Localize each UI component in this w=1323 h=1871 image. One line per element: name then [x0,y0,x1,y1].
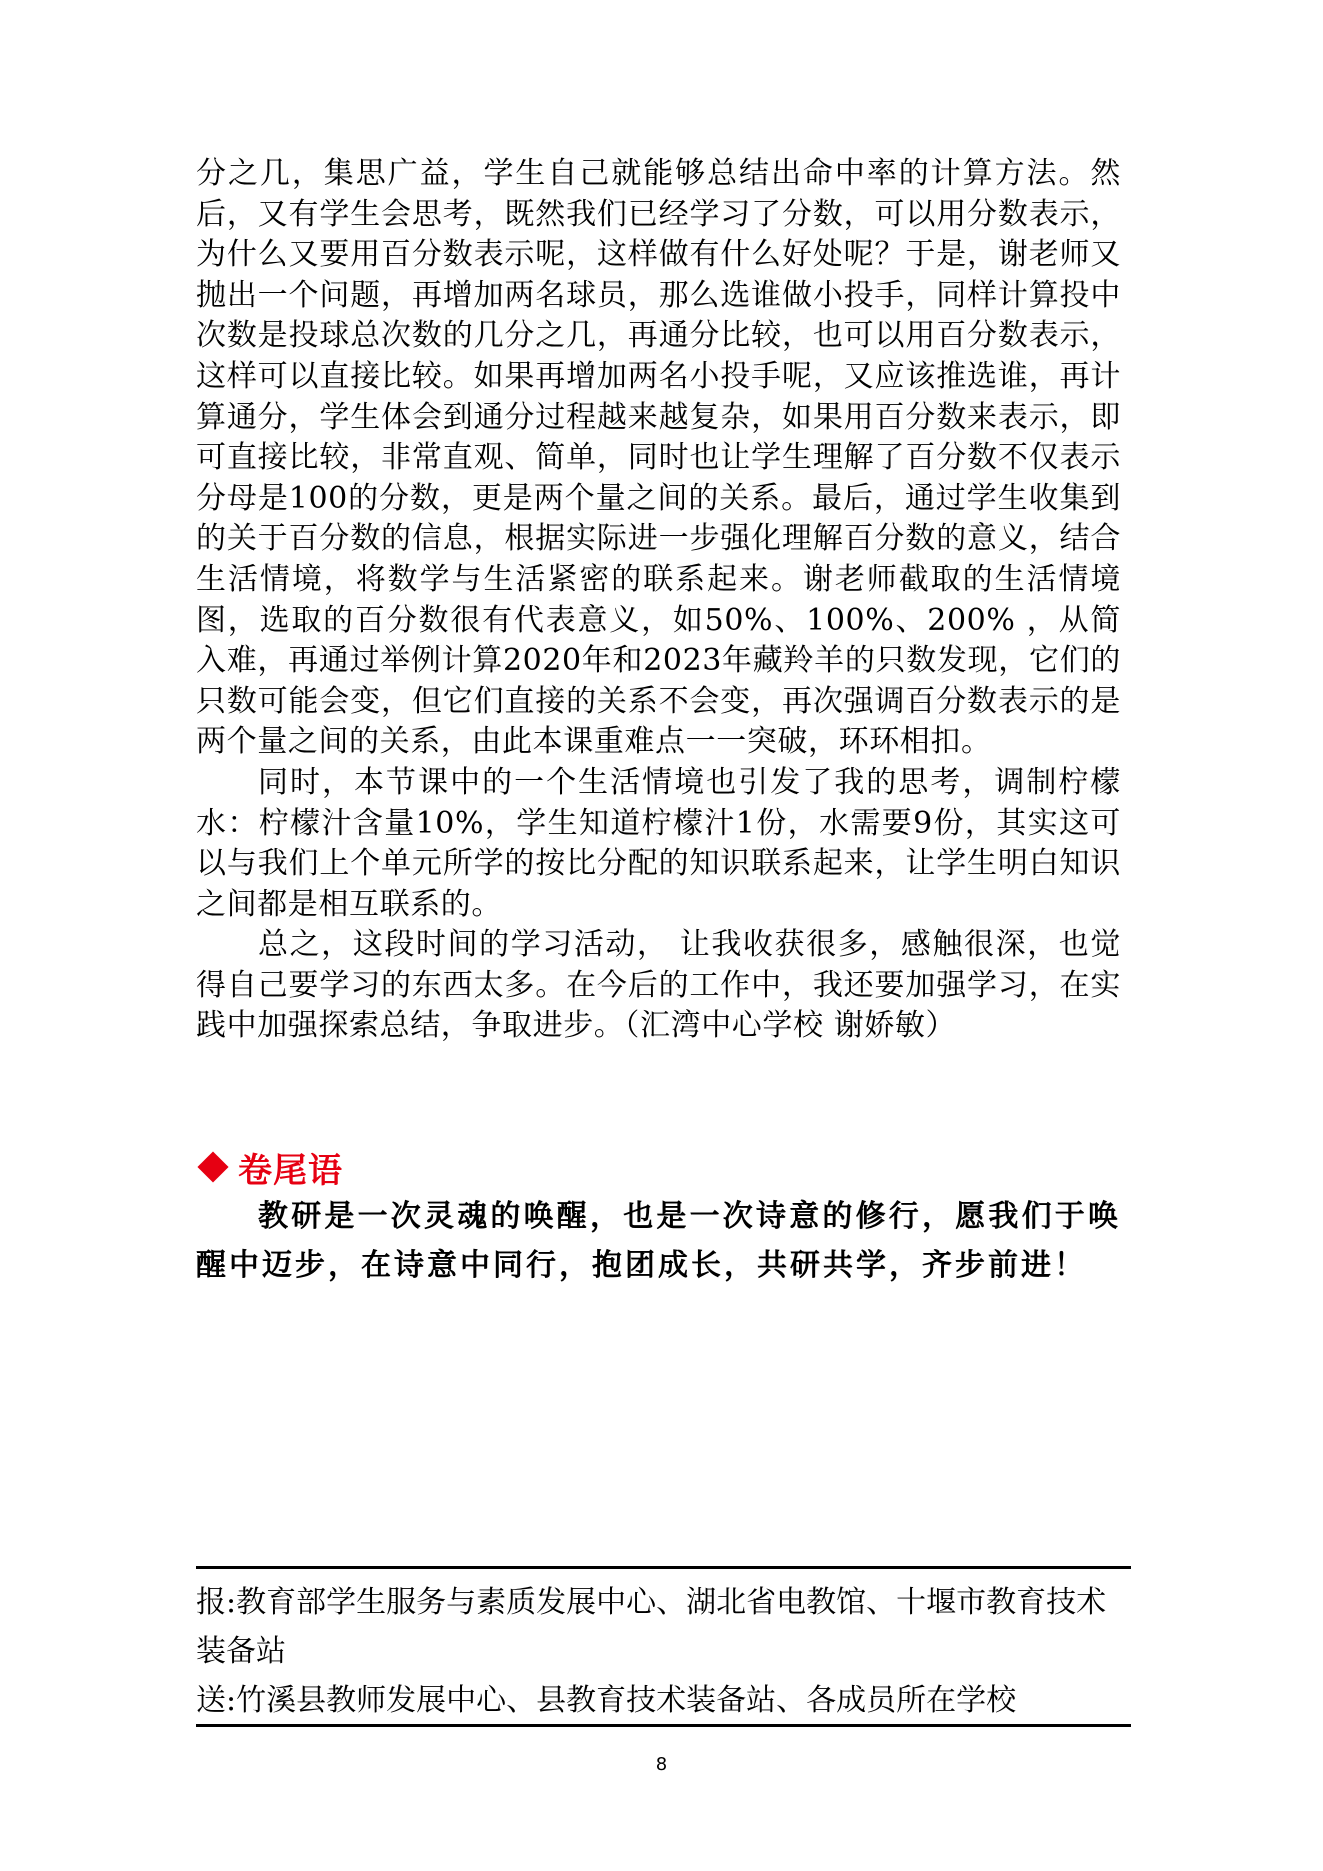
distribution-bottom-rule [196,1724,1131,1727]
body-paragraph-summary: 总之，这段时间的学习活动， 让我收获很多，感触很深，也觉得自己要学习的东西太多。在今后的工作中，我还要加强学习，在实践中加强探索总结，争取进步。（汇湾中心学校 谢娇敏） [196,927,1121,1044]
body-paragraph-lemonade: 同时，本节课中的一个生活情境也引发了我的思考，调制柠檬水：柠檬汁含量10%，学生知道柠檬汁1份，水需要9份，其实这可以与我们上个单元所学的按比分配的知识联系起来，让学生明白知识之间都是相互联系的。 [196,764,1121,922]
distribution-send-line: 送:竹溪县教师发展中心、县教育技术装备站、各成员所在学校 [196,1683,1017,1718]
closing-text: 教研是一次灵魂的唤醒，也是一次诗意的修行，愿我们于唤醒中迈步，在诗意中同行，抱团成长，共研共学，齐步前进！ [196,1199,1121,1283]
closing-heading [196,1143,343,1191]
closing-title: 卷尾语 [238,1150,343,1191]
distribution-block [196,1578,1131,1725]
distribution-top-rule [196,1566,1131,1569]
page-number: 8 [655,1754,668,1775]
body-paragraph-continued: 分之几，集思广益，学生自己就能够总结出命中率的计算方法。然后，又有学生会思考，既然我们已经学习了分数，可以用分数表示，为什么又要用百分数表示呢，这样做有什么好处呢？于是，谢老师又抛出一个问题，再增加两名球员，那么选谁做小投手，同样计算投中次数是投球总次数的几分之几，再通分比较，也可以用百分数表示，这样可以直接比较。如果再增加两名小投手呢，又应该推选谁，再计算通分，学生体会到通分过程越来越复杂，如果用百分数来表示，即可直接比较，非常直观、简单，同时也让学生理解了百分数不仅表示分母是100的分数，更是两个量之间的关系。最后，通过学生收集到的关于百分数的信息，根据实际进一步强化理解百分数的意义，结合生活情境，将数学与生活紧密的联系起来。谢老师截取的生活情境图，选取的百分数很有代表意义，如50%、100%、200% ，从简入难，再通过举例计算2020年和2023年藏羚羊的只数发现，它们的只数可能会变，但它们直接的关系不会变，再次强调百分数表示的是两个量之间的关系，由此本课重难点一一突破，环环相扣。 [196,156,1121,760]
distribution-report-line: 报:教育部学生服务与素质发展中心、湖北省电教馆、十堰市教育技术装备站 [196,1585,1107,1669]
diamond-bullet-icon [197,1151,228,1182]
article-body [196,154,1121,1047]
